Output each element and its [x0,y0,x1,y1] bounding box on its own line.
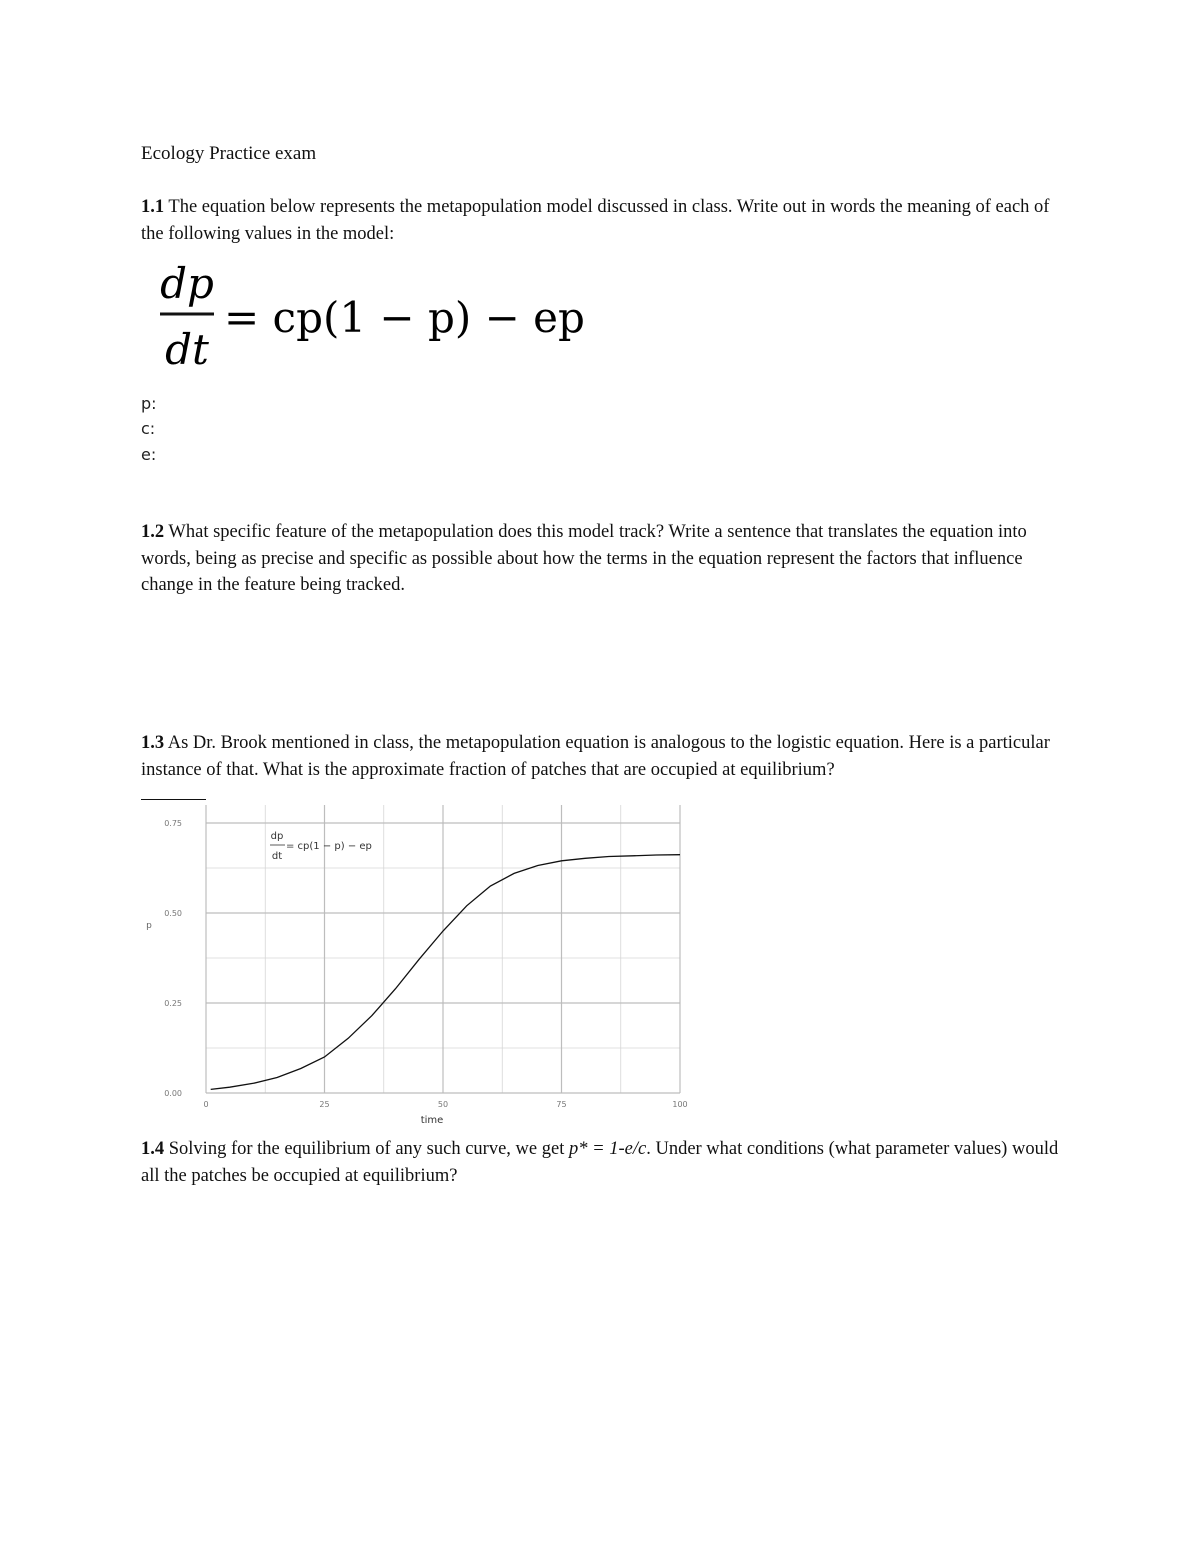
x-tick-label: 100 [672,1100,688,1109]
equilibrium-formula: p* = 1-e/c [568,1139,647,1159]
y-tick-label: 0.25 [164,999,182,1008]
variable-c-label: c: [141,419,156,438]
question-text: The equation below represents the metapopulation model discussed in class. Write out in words the meaning of each of the following values in the model: [141,197,1050,244]
question-1-2 [141,519,1061,599]
y-tick-label: 0.50 [164,909,182,918]
question-number: 1.1 [141,197,165,217]
x-tick-label: 75 [556,1100,567,1109]
equation-rhs: = cp(1 − p) − ep [224,293,585,342]
chart-grid [206,805,680,1093]
question-number: 1.3 [141,733,165,753]
question-number: 1.2 [141,522,165,542]
chart-ticks [164,819,687,1109]
question-text: As Dr. Brook mentioned in class, the metapopulation equation is analogous to the logistic equation. Here is a particular instance of that. What is the approximate fraction of patches that are occupied at equilibrium? [141,733,1050,780]
occupancy-curve [211,855,680,1090]
question-text-b: . Under what conditions (what parameter values) would all the patches be occupied at equilibrium? [141,1139,1059,1186]
chart-equation-annotation [270,831,372,862]
question-text-a: Solving for the equilibrium of any such curve, we get [164,1139,569,1159]
question-number: 1.4 [141,1139,165,1159]
question-1-4 [141,1136,1061,1189]
question-1-1 [141,194,1061,247]
document-title: Ecology Practice exam [141,143,317,164]
y-tick-label: 0.75 [164,819,182,828]
metapopulation-equation [158,258,628,378]
equation-denominator: dt [165,325,209,374]
variable-e-label: e: [141,445,157,464]
y-axis-label: p [146,921,152,931]
question-text: What specific feature of the metapopulation does this model track? Write a sentence that translates the equation into words, being as precise and specific as possible about how the terms in the equation represent the factors that influence change in the feature being tracked. [141,522,1027,595]
x-tick-label: 50 [437,1100,449,1109]
x-tick-label: 25 [319,1100,330,1109]
occupancy-chart [140,800,700,1130]
x-tick-label: 0 [203,1100,209,1109]
equation-numerator: dp [160,259,214,308]
question-1-3 [141,730,1061,783]
annotation-numerator: dp [270,831,284,842]
y-tick-label: 0.00 [164,1089,182,1098]
variable-p-label: p: [141,394,157,413]
x-axis-label: time [420,1115,444,1126]
annotation-denominator: dt [271,851,283,862]
annotation-rhs: = cp(1 − p) − ep [286,841,372,852]
chart-svg [140,800,700,1130]
